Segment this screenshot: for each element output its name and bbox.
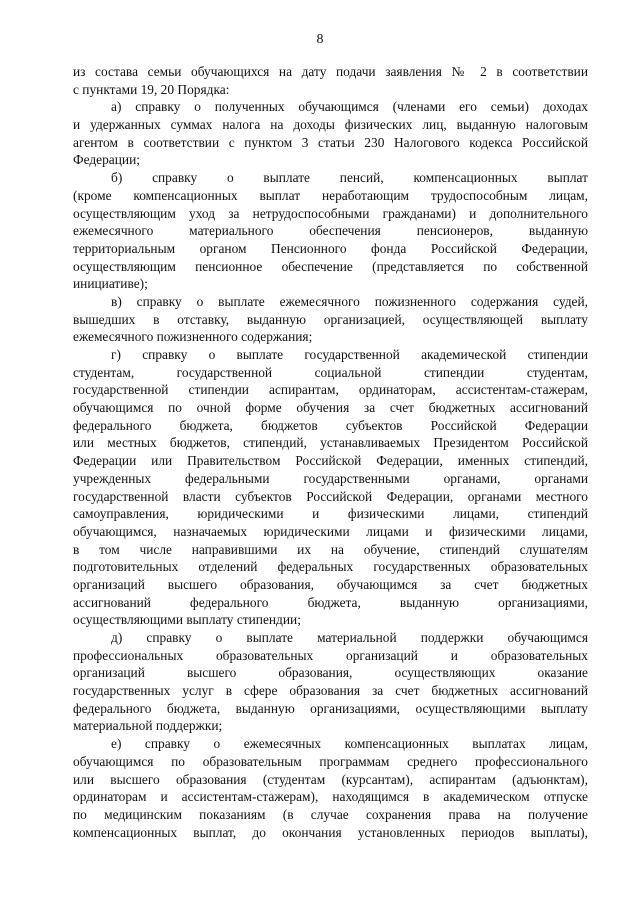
text-line: государственных услуг в сфере образования за счет бюджетных ассигнований — [73, 683, 588, 699]
text-line: ординаторам и ассистентам-стажерам), находящимся в академическом отпуске — [73, 789, 588, 805]
text-line: обучающимся по образовательным программам среднего профессионального — [73, 753, 588, 769]
text-line: ассигнований федерального бюджета, выданную организациями, — [73, 594, 588, 610]
text-line: д) справку о выплате материальной поддержки обучающимся — [111, 630, 588, 645]
text-line: осуществляющим пенсионное обеспечение (представляется по собственной — [73, 258, 588, 274]
text-line: из состава семьи обучающихся на дату подачи заявления № 2 в соответствии — [73, 64, 588, 79]
text-line: с пунктами 19, 20 Порядка: — [73, 81, 230, 97]
text-line: Федерации; — [73, 152, 140, 168]
text-line: государственной власти субъектов Российской Федерации, органами местного — [73, 488, 588, 504]
text-line: обучающимся по очной форме обучения за счет бюджетных ассигнований — [73, 400, 588, 416]
text-line: б) справку о выплате пенсий, компенсационных выплат — [111, 170, 588, 186]
text-line: федерального бюджета, бюджетов субъектов Российской Федерации — [73, 417, 588, 433]
text-line: Федерации или Правительством Российской Федерации, именных стипендий, — [73, 453, 588, 469]
text-line: вышедших в отставку, выданную организацией, осуществляющей выплату — [73, 311, 588, 327]
text-line: учрежденных федеральными государственными органами, органами — [73, 470, 588, 486]
text-line: и удержанных суммах налога на доходы физических лиц, выданную налоговым — [73, 117, 588, 133]
text-line: государственной стипендии аспирантам, ординаторам, ассистентам-стажерам, — [73, 382, 588, 398]
text-line: территориальным органом Пенсионного фонда Российской Федерации, — [73, 240, 588, 256]
text-line: материальной поддержки; — [73, 718, 223, 734]
text-line: в) справку о выплате ежемесячного пожизненного содержания судей, — [111, 293, 588, 309]
text-line: студентам, государственной социальной стипендии студентам, — [73, 364, 588, 380]
text-line: е) справку о ежемесячных компенсационных выплатах лицам, — [111, 736, 588, 752]
text-line: агентом в соответствии с пунктом 3 статьи 230 Налогового кодекса Российской — [73, 134, 588, 150]
text-line: или высшего образования (студентам (курсантам), аспирантам (адъюнктам), — [73, 771, 588, 787]
text-line: по медицинским показаниям (в случае сохранения права на получение — [73, 806, 588, 822]
text-line: а) справку о полученных обучающимся (членами его семьи) доходах — [111, 99, 588, 115]
text-line: (кроме компенсационных выплат неработающим трудоспособным лицам, — [73, 187, 588, 203]
text-line: инициативе); — [73, 276, 148, 292]
page-number: 8 — [316, 32, 324, 47]
text-line: компенсационных выплат, до окончания установленных периодов выплаты), — [73, 824, 588, 840]
text-line: федерального бюджета, выданную организациями, осуществляющими выплату — [73, 700, 588, 716]
document-body — [73, 63, 588, 841]
text-line: обучающимся, назначаемых юридическими лицами и физическими лицами, — [73, 523, 588, 539]
text-line: ежемесячного пожизненного содержания; — [73, 329, 313, 345]
text-line: организаций высшего образования, обучающимся за счет бюджетных — [73, 576, 588, 592]
text-line: ежемесячного материального обеспечения пенсионеров, выданную — [73, 223, 588, 239]
text-line: осуществляющими выплату стипендии; — [73, 612, 301, 628]
text-line: осуществляющим уход за нетрудоспособными гражданами) и дополнительного — [73, 205, 588, 221]
text-line: или местных бюджетов, стипендий, устанавливаемых Президентом Российской — [73, 435, 588, 451]
text-line: в том числе направившими их на обучение, стипендий слушателям — [73, 541, 588, 557]
text-line: самоуправления, юридическими и физическими лицами, стипендий — [73, 506, 588, 522]
text-line: подготовительных отделений федеральных государственных образовательных — [73, 559, 588, 575]
text-line: организаций высшего образования, осуществляющих оказание — [73, 665, 588, 681]
text-line: г) справку о выплате государственной академической стипендии — [111, 347, 588, 362]
text-line: профессиональных образовательных организаций и образовательных — [73, 647, 588, 663]
